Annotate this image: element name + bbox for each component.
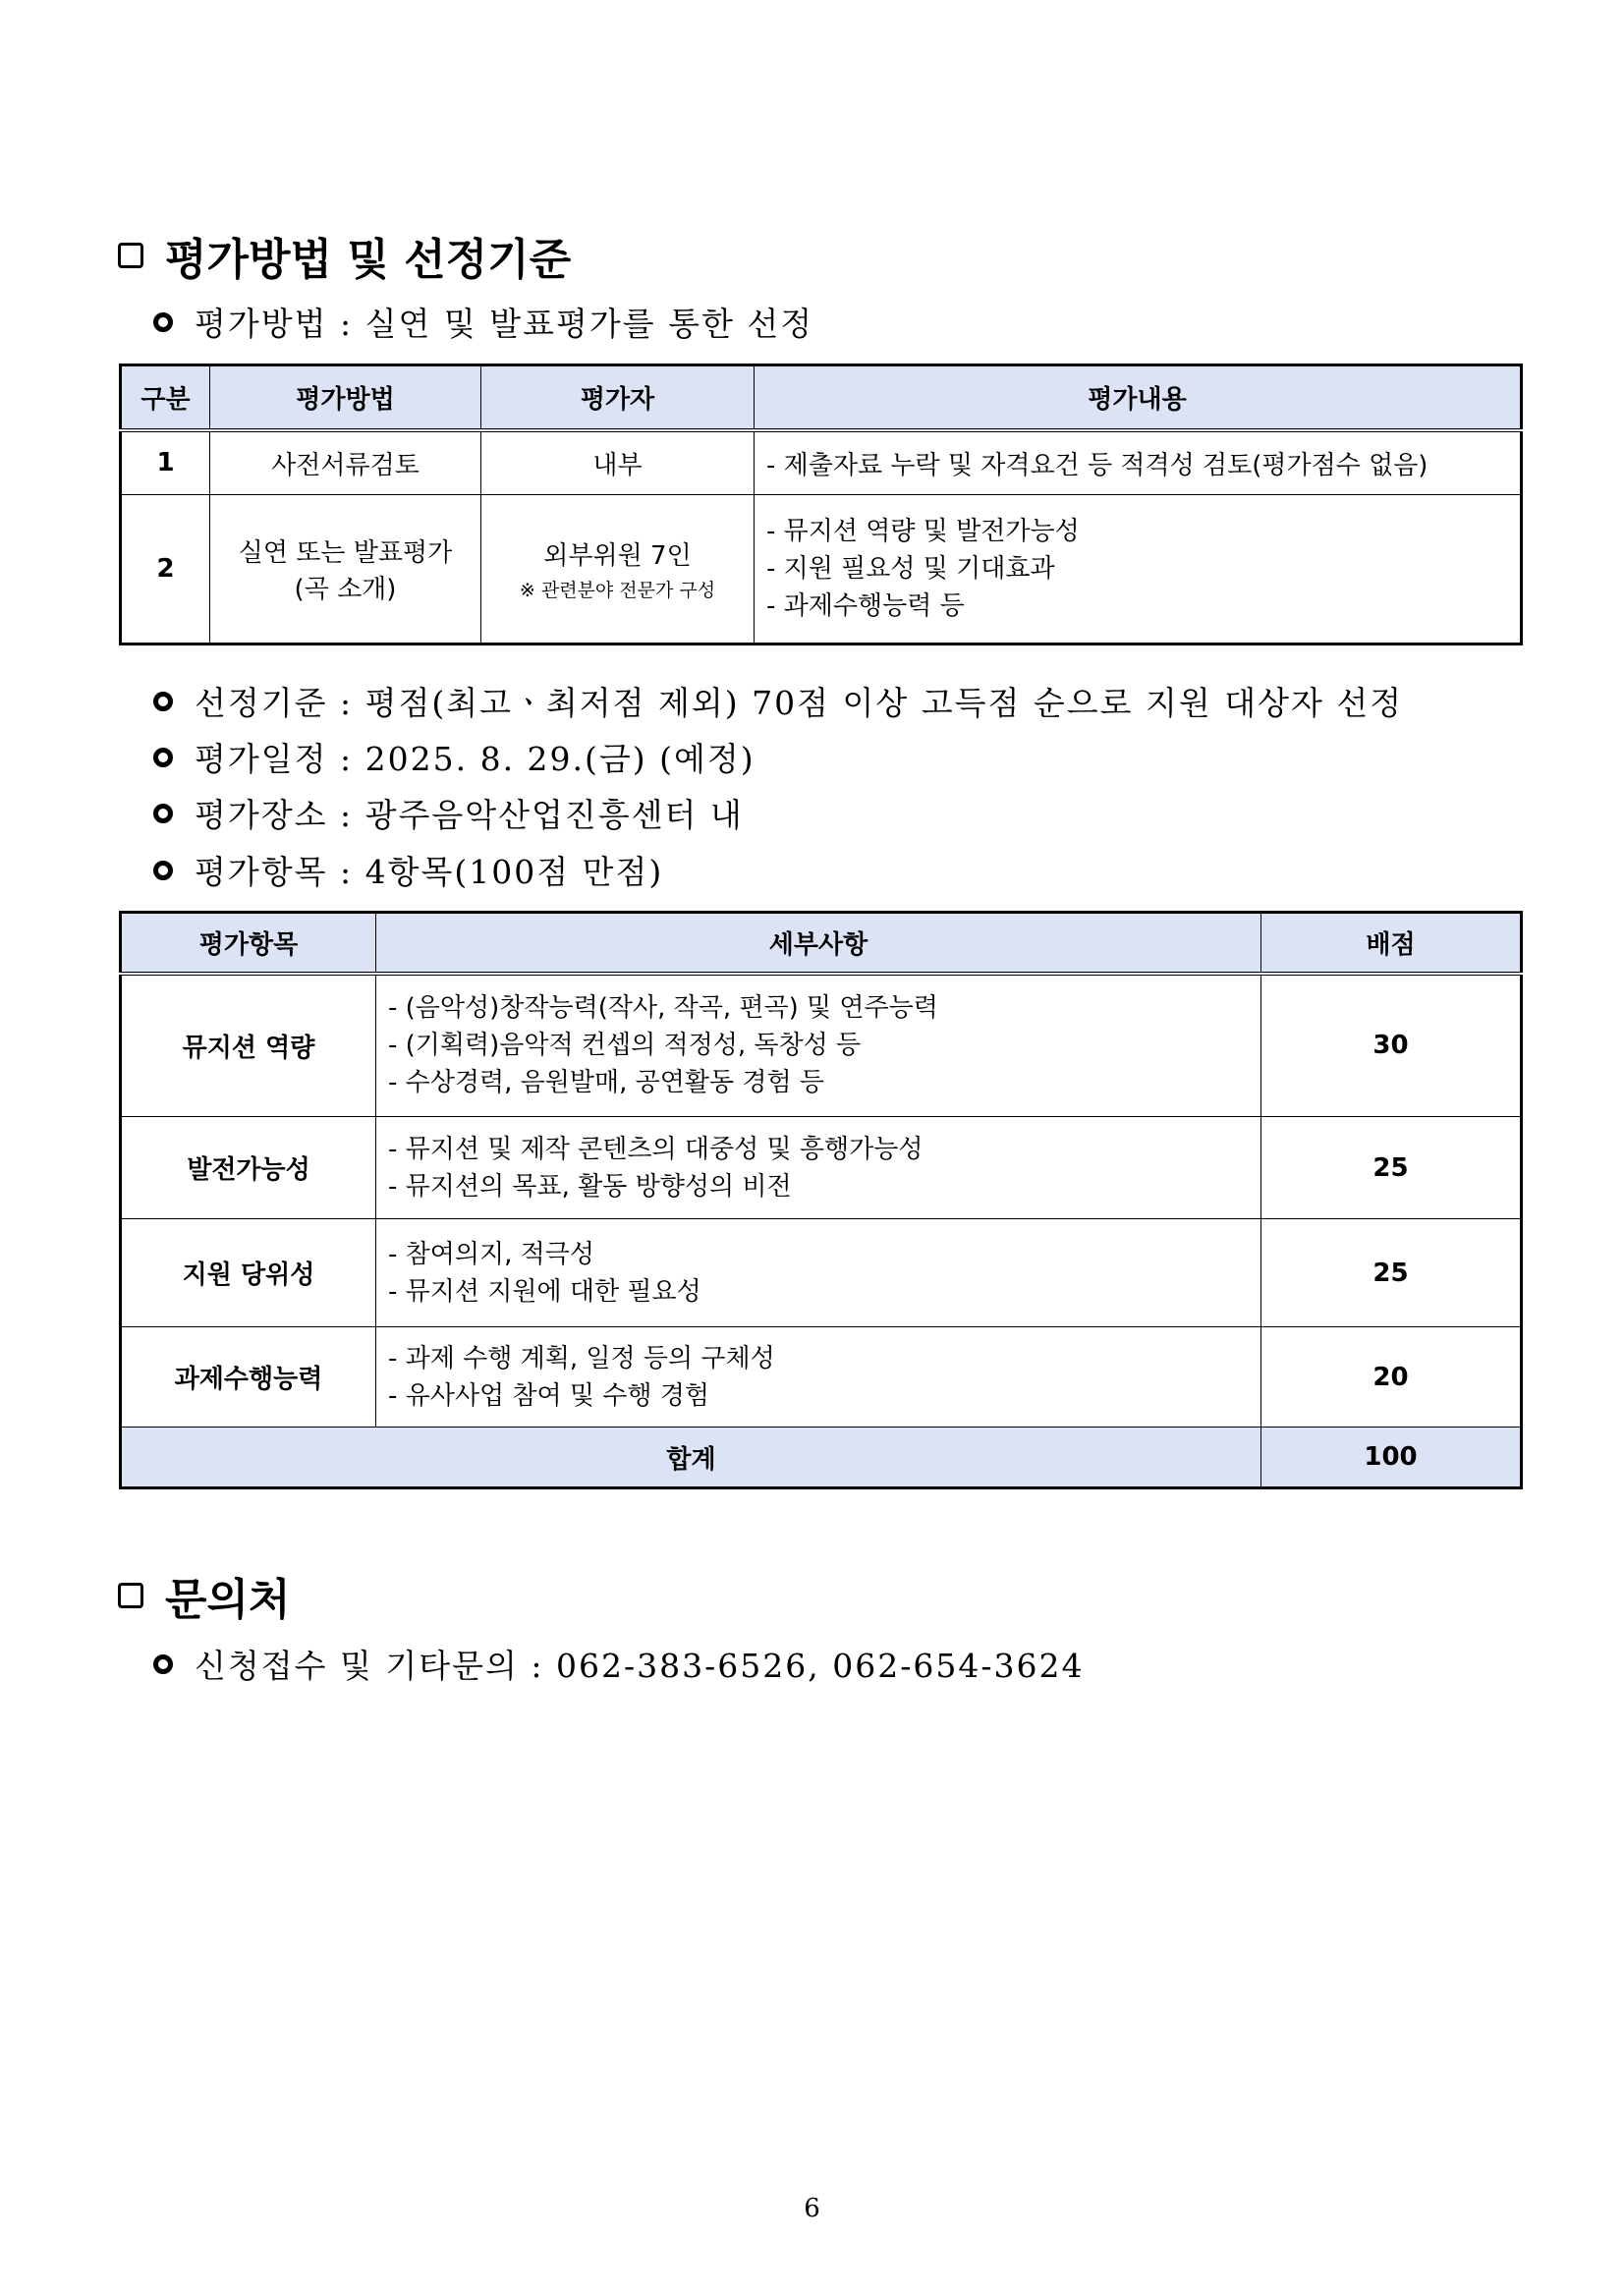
circle-bullet-icon: [153, 748, 173, 767]
section-title: 문의처: [165, 1575, 291, 1625]
score-cell: 30: [1261, 974, 1522, 1117]
details-cell: [376, 974, 1261, 1117]
evaluation-items-table: [119, 911, 1523, 1489]
method-cell: [210, 495, 481, 644]
venue-line: [153, 790, 744, 836]
circle-bullet-icon: [153, 692, 173, 711]
square-bullet-icon: [118, 243, 143, 268]
item-cell: 과제수행능력: [121, 1327, 376, 1428]
total-row: [121, 1428, 1522, 1488]
header-cell: 구분: [121, 365, 210, 430]
evaluator-text: 외부위원 7인: [543, 541, 692, 571]
method-text: 실연 또는 발표평가: [238, 538, 453, 568]
section-heading-contact: [118, 1564, 291, 1627]
table-header-row: [121, 365, 1522, 430]
items-line: [153, 847, 663, 893]
items-text: 평가항목 : 4항목(100점 만점): [195, 853, 664, 891]
detail-line: - 과제 수행 계획, 일정 등의 구체성: [388, 1343, 775, 1373]
content-line: - 과제수행능력 등: [766, 591, 965, 621]
detail-line: - 참여의지, 적극성: [388, 1239, 594, 1269]
table-row: [121, 430, 1522, 495]
evaluation-method-table: [119, 364, 1523, 645]
criteria-line: [153, 678, 1403, 724]
schedule-text: 평가일정 : 2025. 8. 29.(금) (예정): [195, 740, 756, 778]
detail-line: - 뮤지션의 목표, 활동 방향성의 비전: [388, 1171, 792, 1202]
table-row: [121, 1219, 1522, 1327]
score-cell: 20: [1261, 1327, 1522, 1428]
section-heading-evaluation: [118, 224, 571, 287]
content-cell: - 제출자료 누락 및 자격요건 등 적격성 검토(평가점수 없음): [755, 430, 1522, 495]
table-header-row: [121, 913, 1522, 974]
detail-line: - 유사사업 참여 및 수행 경험: [388, 1380, 709, 1411]
schedule-line: [153, 734, 756, 780]
header-cell: 세부사항: [376, 913, 1261, 974]
circle-bullet-icon: [153, 804, 173, 823]
method-line: [153, 299, 813, 345]
item-cell: 지원 당위성: [121, 1219, 376, 1327]
details-cell: [376, 1117, 1261, 1219]
score-cell: 25: [1261, 1219, 1522, 1327]
circle-bullet-icon: [153, 1654, 173, 1674]
row-number: 1: [121, 430, 210, 495]
total-label: 합계: [121, 1428, 1261, 1488]
header-cell: 평가내용: [755, 365, 1522, 430]
table-row: [121, 1117, 1522, 1219]
header-cell: 평가방법: [210, 365, 481, 430]
table-row: [121, 495, 1522, 644]
header-cell: 배점: [1261, 913, 1522, 974]
detail-line: - (기획력)음악적 컨셉의 적정성, 독창성 등: [388, 1031, 862, 1061]
section-title: 평가방법 및 선정기준: [165, 235, 572, 285]
method-text: 평가방법 : 실연 및 발표평가를 통한 선정: [195, 305, 814, 343]
total-score: 100: [1261, 1428, 1522, 1488]
item-cell: 발전가능성: [121, 1117, 376, 1219]
circle-bullet-icon: [153, 861, 173, 880]
table-row: [121, 1327, 1522, 1428]
score-cell: 25: [1261, 1117, 1522, 1219]
detail-line: - 뮤지션 지원에 대한 필요성: [388, 1276, 701, 1307]
contact-line: [153, 1641, 1084, 1687]
square-bullet-icon: [118, 1583, 143, 1608]
item-cell: 뮤지션 역량: [121, 974, 376, 1117]
method-note: (곡 소개): [294, 575, 397, 604]
evaluator-cell: [481, 495, 755, 644]
content-line: - 지원 필요성 및 기대효과: [766, 554, 1055, 584]
method-cell: 사전서류검토: [210, 430, 481, 495]
details-cell: [376, 1219, 1261, 1327]
circle-bullet-icon: [153, 312, 173, 332]
page-number: 6: [804, 2194, 820, 2223]
evaluator-note: ※ 관련분야 전문가 구성: [519, 580, 716, 601]
venue-text: 평가장소 : 광주음악산업진흥센터 내: [195, 796, 744, 834]
contact-text: 신청접수 및 기타문의 : 062-383-6526, 062-654-3624: [195, 1647, 1085, 1685]
detail-line: - (음악성)창작능력(작사, 작곡, 편곡) 및 연주능력: [388, 993, 938, 1024]
header-cell: 평가항목: [121, 913, 376, 974]
content-cell: [755, 495, 1522, 644]
detail-line: - 뮤지션 및 제작 콘텐츠의 대중성 및 흥행가능성: [388, 1134, 924, 1164]
detail-line: - 수상경력, 음원발매, 공연활동 경험 등: [388, 1068, 824, 1098]
row-number: 2: [121, 495, 210, 644]
table-row: [121, 974, 1522, 1117]
details-cell: [376, 1327, 1261, 1428]
header-cell: 평가자: [481, 365, 755, 430]
evaluator-cell: 내부: [481, 430, 755, 495]
content-line: - 뮤지션 역량 및 발전가능성: [766, 517, 1080, 546]
criteria-text: 선정기준 : 평점(최고ㆍ최저점 제외) 70점 이상 고득점 순으로 지원 대상자 선정: [195, 684, 1404, 722]
